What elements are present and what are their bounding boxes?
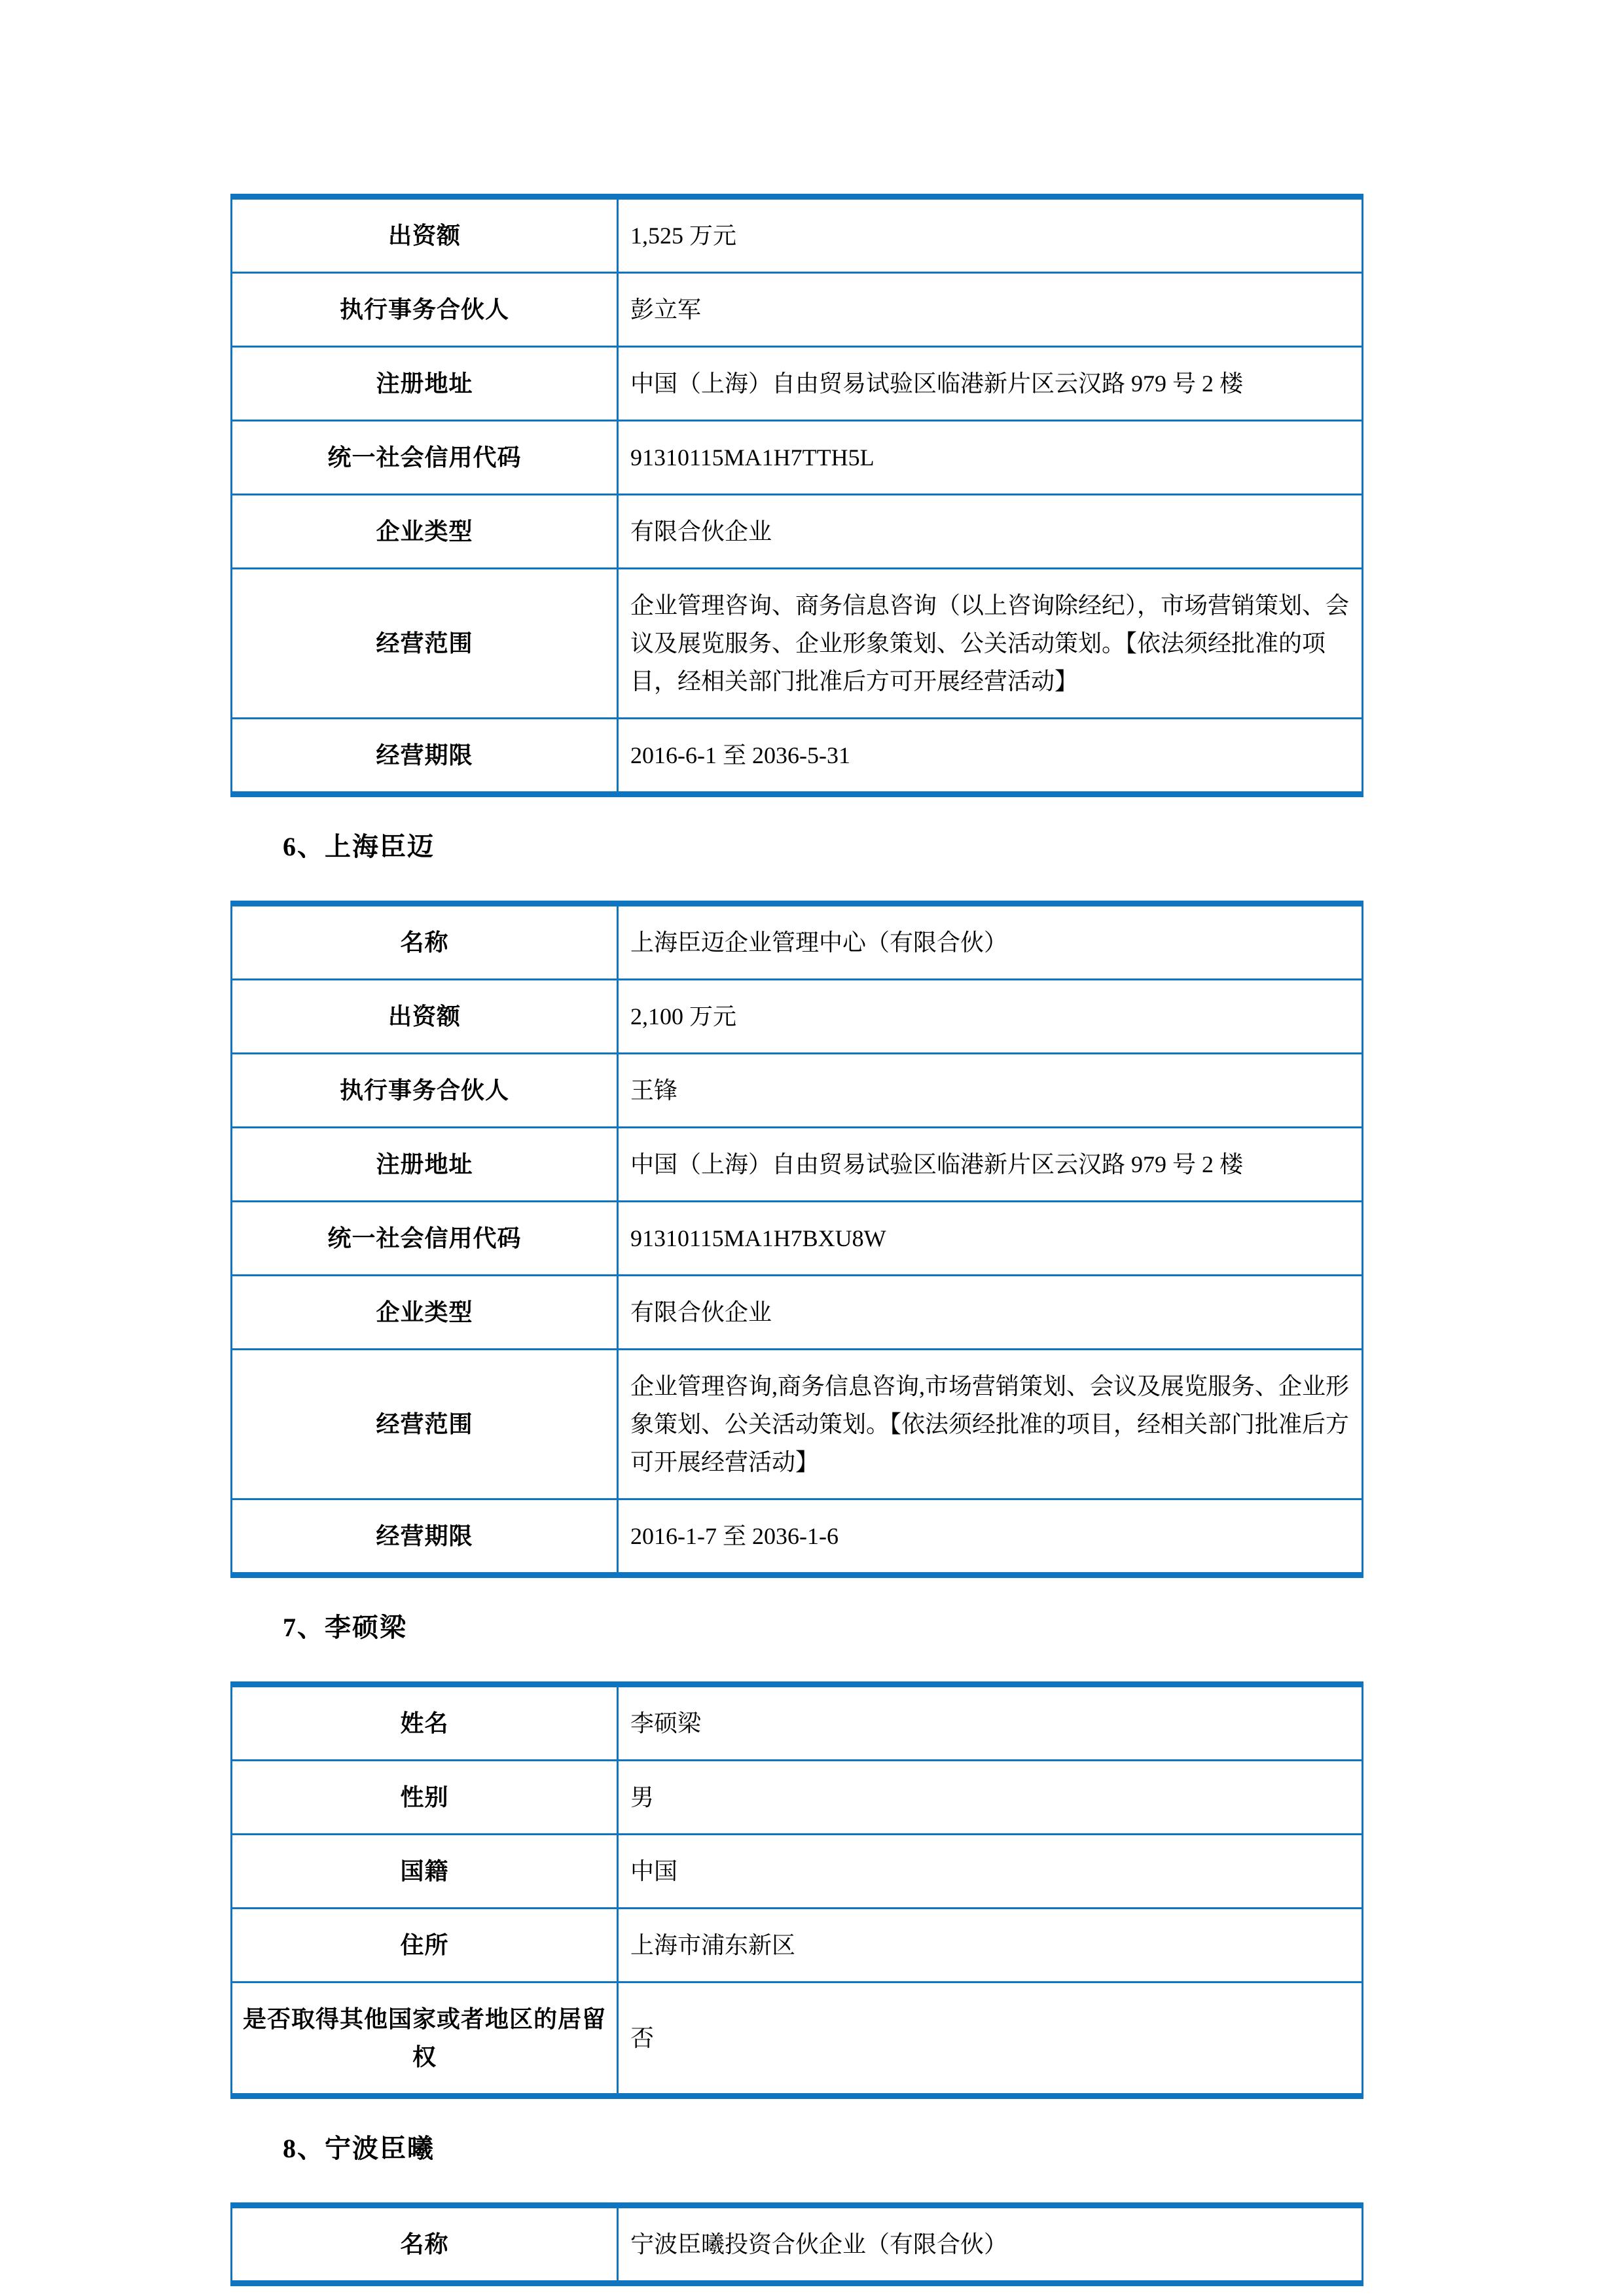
table-row	[232, 719, 1363, 795]
section-heading-8: 8、宁波臣曦	[283, 2134, 435, 2163]
table-row	[232, 1054, 1363, 1128]
table-row	[232, 197, 1363, 273]
row-value-registered-address	[618, 347, 1363, 421]
spacer	[230, 867, 1362, 901]
row-label-residence: 住所	[232, 1909, 618, 1982]
table-row	[232, 1685, 1363, 1761]
value-text: 上海市浦东新区	[630, 1932, 796, 1958]
value-text: 1,525 万元	[630, 223, 737, 249]
row-label-enterprise-type: 企业类型	[232, 495, 618, 569]
row-value-enterprise-type	[618, 495, 1363, 569]
row-label-executive-partner: 执行事务合伙人	[232, 1054, 618, 1128]
table-row	[232, 980, 1363, 1054]
value-text: 企业管理咨询、商务信息咨询（以上咨询除经纪），市场营销策划、会议及展览服务、企业形象策划、公关活动策划。【依法须经批准的项目，经相关部门批准后方可开展经营活动】	[630, 592, 1350, 694]
row-value-credit-code	[618, 421, 1363, 495]
row-value-name	[618, 904, 1363, 980]
row-label-credit-code: 统一社会信用代码	[232, 1202, 618, 1276]
table-row	[232, 347, 1363, 421]
row-value-nationality	[618, 1835, 1363, 1909]
value-text: 中国（上海）自由贸易试验区临港新片区云汉路 979 号 2 楼	[630, 1151, 1244, 1177]
row-value-registered-address	[618, 1128, 1363, 1202]
value-text: 企业管理咨询,商务信息咨询,市场营销策划、会议及展览服务、企业形象策划、公关活动策划。【依法须经批准的项目，经相关部门批准后方可开展经营活动】	[630, 1373, 1350, 1475]
value-text: 男	[630, 1784, 655, 1810]
table-row	[232, 1835, 1363, 1909]
table-row	[232, 1128, 1363, 1202]
info-table-shanghai-chenmai	[230, 901, 1363, 1578]
table-row	[232, 1202, 1363, 1276]
row-value-executive-partner	[618, 273, 1363, 347]
table-row	[232, 1350, 1363, 1499]
row-value-business-scope	[618, 1350, 1363, 1499]
value-text: 宁波臣曦投资合伙企业（有限合伙）	[630, 2231, 1008, 2257]
table-row	[232, 2206, 1363, 2284]
table-row	[232, 1499, 1363, 1575]
row-label-credit-code: 统一社会信用代码	[232, 421, 618, 495]
row-value-business-scope	[618, 569, 1363, 719]
table-row	[232, 273, 1363, 347]
value-text: 2016-6-1 至 2036-5-31	[630, 742, 850, 768]
row-value-credit-code	[618, 1202, 1363, 1276]
row-label-executive-partner: 执行事务合伙人	[232, 273, 618, 347]
table-row	[232, 1982, 1363, 2096]
row-value-executive-partner	[618, 1054, 1363, 1128]
spacer	[230, 2168, 1362, 2202]
table-row	[232, 1761, 1363, 1835]
row-value-gender	[618, 1761, 1363, 1835]
section-heading-6: 6、上海臣迈	[283, 832, 435, 861]
value-text: 2016-1-7 至 2036-1-6	[630, 1523, 839, 1549]
row-label-registered-address: 注册地址	[232, 347, 618, 421]
table-row	[232, 495, 1363, 569]
value-text: 有限合伙企业	[630, 518, 772, 545]
value-text: 王锋	[630, 1077, 678, 1103]
row-label-operating-period: 经营期限	[232, 1499, 618, 1575]
table-row	[232, 1909, 1363, 1982]
row-label-chuzie: 出资额	[232, 197, 618, 273]
spacer	[230, 1578, 1362, 1608]
spacer	[230, 1647, 1362, 1681]
value-text: 上海臣迈企业管理中心（有限合伙）	[630, 929, 1008, 956]
row-value-operating-period	[618, 1499, 1363, 1575]
row-label-name: 名称	[232, 2206, 618, 2284]
row-label-registered-address: 注册地址	[232, 1128, 618, 1202]
table-row	[232, 1276, 1363, 1350]
value-text: 中国	[630, 1858, 678, 1884]
info-table-li-shuoliang	[230, 1681, 1363, 2099]
row-value-enterprise-type	[618, 1276, 1363, 1350]
row-value-residence	[618, 1909, 1363, 1982]
value-text: 中国（上海）自由贸易试验区临港新片区云汉路 979 号 2 楼	[630, 370, 1244, 397]
row-label-gender: 性别	[232, 1761, 618, 1835]
info-table-ningbo-chenxi	[230, 2202, 1363, 2286]
row-value-foreign-residency	[618, 1982, 1363, 2096]
page-content	[230, 194, 1362, 2286]
row-value-operating-period	[618, 719, 1363, 795]
table-row	[232, 421, 1363, 495]
row-label-foreign-residency: 是否取得其他国家或者地区的居留权	[232, 1982, 618, 2096]
row-label-nationality: 国籍	[232, 1835, 618, 1909]
value-text: 彭立军	[630, 296, 702, 323]
row-label-chuzie: 出资额	[232, 980, 618, 1054]
row-label-person-name: 姓名	[232, 1685, 618, 1761]
row-value-name	[618, 2206, 1363, 2284]
section-heading-7: 7、李硕梁	[283, 1613, 407, 1642]
row-label-business-scope: 经营范围	[232, 1350, 618, 1499]
value-text: 否	[630, 2025, 655, 2051]
value-text: 91310115MA1H7BXU8W	[630, 1225, 886, 1251]
spacer	[230, 2099, 1362, 2129]
value-text: 2,100 万元	[630, 1003, 737, 1030]
row-value-person-name	[618, 1685, 1363, 1761]
row-label-name: 名称	[232, 904, 618, 980]
row-label-enterprise-type: 企业类型	[232, 1276, 618, 1350]
value-text: 有限合伙企业	[630, 1299, 772, 1325]
info-table-shanghai-continued	[230, 194, 1363, 797]
row-label-operating-period: 经营期限	[232, 719, 618, 795]
spacer	[230, 797, 1362, 827]
table-row	[232, 904, 1363, 980]
value-text: 李硕梁	[630, 1710, 702, 1736]
table-row	[232, 569, 1363, 719]
value-text: 91310115MA1H7TTH5L	[630, 444, 875, 471]
row-label-business-scope: 经营范围	[232, 569, 618, 719]
row-value-chuzie	[618, 197, 1363, 273]
row-value-chuzie	[618, 980, 1363, 1054]
